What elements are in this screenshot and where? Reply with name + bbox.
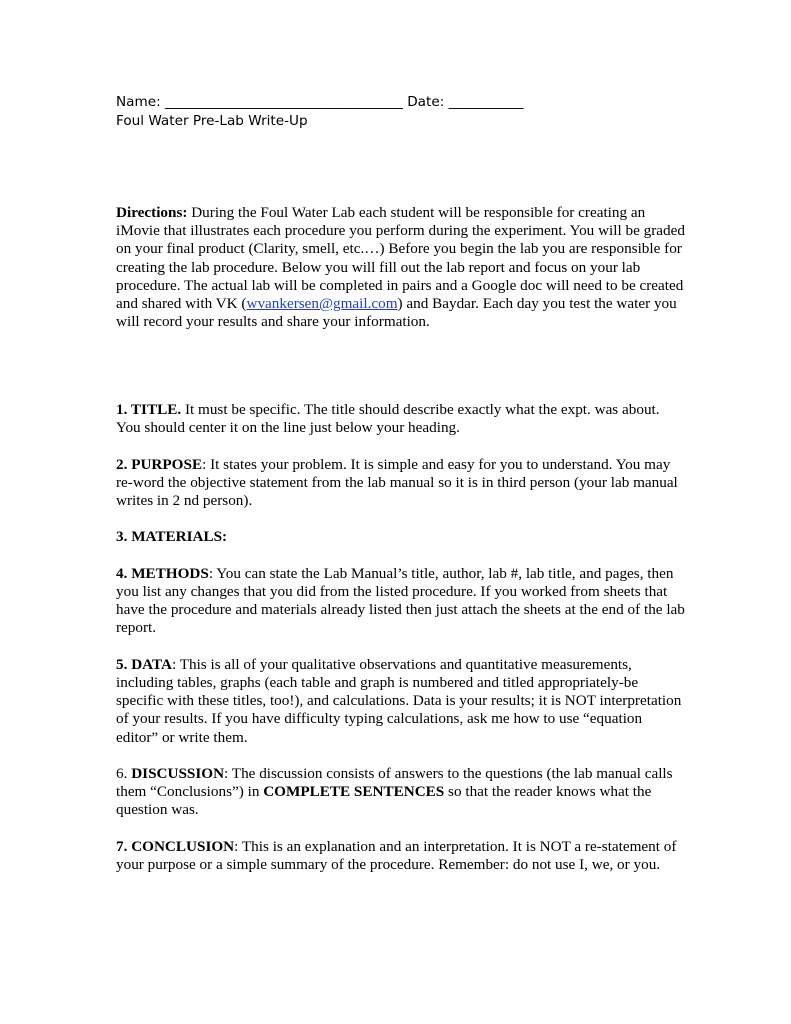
section-discussion-text-end: so that the reader knows what the question was. [116, 783, 652, 819]
directions-paragraph [116, 204, 686, 331]
document-subtitle: Foul Water Pre-Lab Write-Up [116, 113, 308, 129]
email-link[interactable]: wvankersen@gmail.com [246, 295, 398, 313]
section-discussion-bold-phrase: COMPLETE SENTENCES [263, 783, 445, 801]
section-methods-text: : You can state the Lab Manual’s title, author, lab #, lab title, and pages, then you list any changes that you did from the listed procedure. If you worked from sheets that have the procedure and materials already listed then just attach the sheets at the end of the lab report. [116, 564, 685, 637]
section-data [116, 656, 686, 747]
section-purpose [116, 456, 686, 511]
section-materials-label: 3. MATERIALS: [116, 528, 228, 546]
section-methods-label: 4. METHODS [116, 564, 209, 582]
section-discussion-number: 6. [116, 764, 132, 782]
section-discussion-label: DISCUSSION [131, 764, 225, 782]
section-conclusion-text: : This is an explanation and an interpretation. It is NOT a re-statement of your purpose or a simple summary of the procedure. Remember: do not use I, we, or you. [116, 837, 677, 873]
section-conclusion [116, 838, 686, 874]
section-data-label: 5. DATA [116, 655, 172, 673]
name-date-line: Name: ___________________________________ Date: ___________ [116, 94, 524, 110]
section-discussion-text: : The discussion consists of answers to the questions (the lab manual calls them “Conclusions”) in [116, 764, 673, 801]
directions-label: Directions: [116, 204, 188, 221]
section-title-text: It must be specific. The title should describe exactly what the expt. was about. You should center it on the line just below your heading. [116, 401, 660, 437]
section-methods [116, 565, 686, 638]
section-conclusion-label: 7. CONCLUSION [116, 837, 235, 855]
report-sections [116, 401, 686, 892]
section-title [116, 401, 686, 437]
directions-text: During the Foul Water Lab each student will be responsible for creating an iMovie that illustrates each procedure you perform during the experiment. You will be graded on your final product (Clarity, smell, etc.…) Before you begin the lab you are responsible for creating the lab procedure. Below you will fill out the lab report and focus on your lab procedure. The actual lab will be completed in pairs and a Google doc will need to be created and shared with VK ( [116, 204, 685, 313]
document-header [116, 93, 523, 131]
directions-text-end: ) and Baydar. Each day you test the water you will record your results and share your information. [116, 295, 677, 331]
section-purpose-text: : It states your problem. It is simple and easy for you to understand. You may re-word the objective statement from the lab manual so it is in third person (your lab manual writes in 2 nd person). [116, 455, 678, 509]
section-data-text: : This is all of your qualitative observations and quantitative measurements, including tables, graphs (each table and graph is numbered and titled appropriately-be specific with these titles, too!), and calculations. Data is your results; it is NOT interpretation of your results. If you have difficulty typing calculations, ask me how to use “equation editor” or write them. [116, 655, 682, 746]
section-materials [116, 528, 686, 546]
section-purpose-label: 2. PURPOSE [116, 455, 203, 473]
section-title-label: 1. TITLE. [116, 401, 182, 418]
section-discussion [116, 765, 686, 820]
